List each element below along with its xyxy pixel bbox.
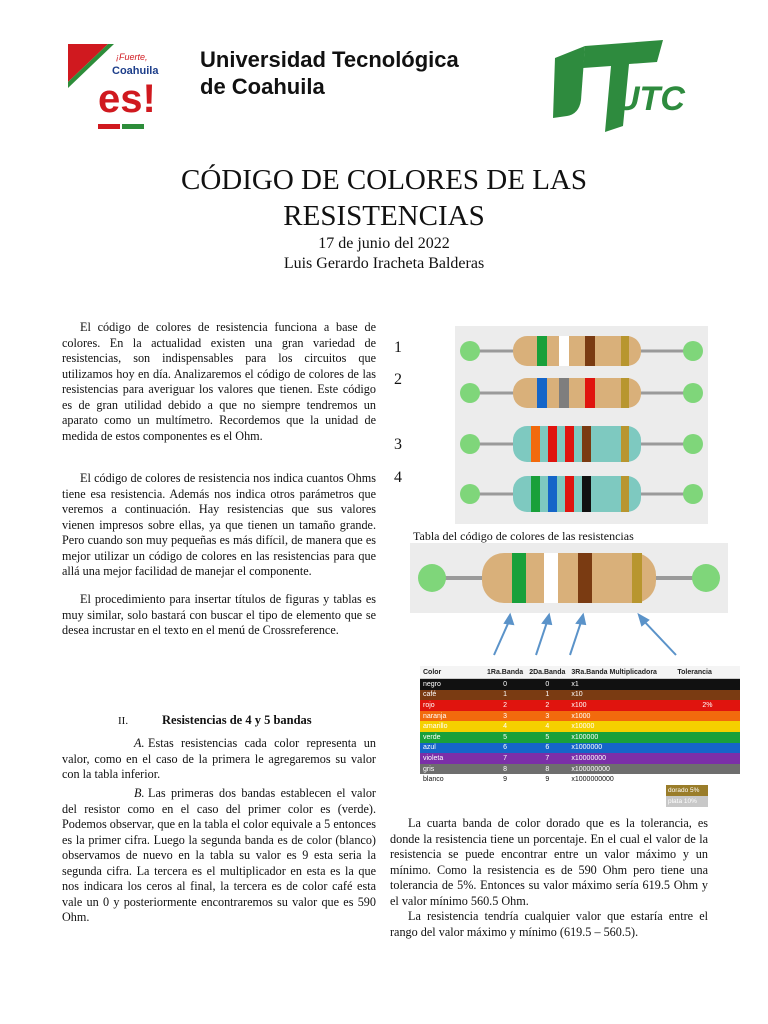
color-name-cell: amarillo [423, 723, 448, 731]
color-name-cell: gris [423, 765, 435, 773]
band-1-cell: 9 [503, 776, 508, 784]
multiplier-cell: x100000 [571, 733, 599, 741]
multiplier-cell: x1 [571, 680, 579, 688]
table-row [420, 732, 740, 743]
color-name-cell: naranja [423, 712, 447, 720]
header-tolerance: Tolerancia [674, 666, 740, 679]
subsection-a-label: A. [134, 736, 145, 750]
table-row [420, 690, 740, 701]
tolerance-cell [674, 711, 740, 722]
band-1-cell: 3 [503, 712, 508, 720]
title-line-2: RESISTENCIAS [283, 200, 485, 232]
header-color: Color [420, 666, 484, 679]
logo-top-text: ¡Fuerte, [116, 52, 148, 62]
color-name-cell: violeta [423, 754, 444, 762]
resistor-2 [460, 378, 703, 408]
explanation-paragraph: El código de colores de resistencia nos indica cuantos Ohms tiene esa resistencia. Además nos indica otros parámetros que veremos a continuación. Hay resistencias que sus valores vienen impresos sobre ellas, ya que tienen un tamaño grande. Pero cuando son muy pequeñas es más difícil, de manera que es mejor utilizar un código de colores en las resistencias para que allá una mejor facilidad de manejar el componente. [62, 471, 376, 578]
band-1-cell: 1 [503, 691, 508, 699]
multiplier-cell: x1000 [571, 712, 591, 720]
figure-number-3: 3 [394, 436, 402, 453]
band-2-cell: 4 [545, 723, 550, 731]
table-row [420, 764, 740, 775]
band-1-cell: 2 [503, 701, 508, 709]
tolerance-extra-item: plata 10% [666, 796, 708, 807]
tolerance-cell: 2% [702, 701, 713, 709]
multiplier-cell: x10000 [571, 723, 595, 731]
multiplier-cell: x10000000 [571, 754, 607, 762]
band-2-cell: 3 [545, 712, 550, 720]
tolerance-cell [674, 690, 740, 701]
resistor-1 [460, 336, 703, 366]
title-line-1: CÓDIGO DE COLORES DE LAS [181, 164, 587, 196]
tolerance-cell [674, 774, 740, 785]
resistor-4 [460, 476, 703, 512]
color-name-cell: negro [423, 680, 441, 688]
logo-mid-text: Coahuila [112, 65, 159, 77]
table-row [420, 700, 740, 711]
band-2-cell: 8 [545, 765, 550, 773]
band-2-cell: 5 [545, 733, 550, 741]
table-row [420, 721, 740, 732]
tolerance-cell [674, 753, 740, 764]
subsection-b [62, 786, 376, 926]
range-paragraph: La resistencia tendría cualquier valor que estaría entre el rango del valor máximo y mínimo (619.5 – 560.5). [390, 909, 708, 939]
multiplier-cell: x100000000 [571, 765, 610, 773]
subsection-a-text: Estas resistencias cada color representa un valor, como en el caso de la primera le agregaremos su valor con la tabla inferior. [62, 736, 376, 781]
header-band-1: 1Ra.Banda [484, 666, 526, 679]
document-author: Luis Gerardo Iracheta Balderas [283, 255, 485, 272]
subsection-b-text: Las primeras dos bandas establecen el valor del resistor como en el caso del primer color es (verde). Podemos observar, que en la tabla el color equivale a 5 entonces es la primer cifra. Luego la segunda banda es de color (blanco) observamos de nuevo en la tabla su valor es 9 esta seria la segunda cifra. La tercera es el multiplicador en esta es la que nos indicara los ceros al final, la tercera es de color café esta vale un 0 y posteriormente encontraremos su valor que es 590 Ohm. [62, 786, 376, 924]
document-title [100, 162, 668, 234]
tolerance-cell [674, 721, 740, 732]
color-name-cell: azul [423, 744, 436, 752]
band-1-cell: 8 [503, 765, 508, 773]
table-row [420, 774, 740, 785]
multiplier-cell: x10 [571, 691, 583, 699]
band-1-cell: 5 [503, 733, 508, 741]
logo-big-text: es! [98, 77, 156, 121]
figure-number-2: 2 [394, 371, 402, 388]
band-2-cell: 6 [545, 744, 550, 752]
color-name-cell: rojo [423, 701, 435, 709]
university-line-1: Universidad Tecnológica [200, 47, 459, 72]
band-2-cell: 7 [545, 754, 550, 762]
band-1-cell: 0 [503, 680, 508, 688]
band-1-cell: 4 [503, 723, 508, 731]
band-2-cell: 1 [545, 691, 550, 699]
band-1-cell: 6 [503, 744, 508, 752]
band-2-cell: 2 [545, 701, 550, 709]
multiplier-cell: x1000000000 [571, 776, 614, 784]
resistor-3 [460, 426, 703, 462]
section-number: II. [118, 715, 129, 727]
color-name-cell: blanco [423, 776, 444, 784]
color-name-cell: verde [423, 733, 441, 741]
tolerance-cell [674, 743, 740, 754]
band-2-cell: 0 [545, 680, 550, 688]
color-code-table [420, 666, 740, 807]
band-1-cell: 7 [503, 754, 508, 762]
figure-caption: Tabla del código de colores de las resistencias [413, 529, 634, 543]
university-name [200, 46, 530, 100]
utc-logo [545, 40, 685, 136]
procedure-paragraph: El procedimiento para insertar títulos de figuras y tablas es muy similar, solo bastará con buscar el tipo de elemento que se desea incrustar en el texto en el menú de Crossreference. [62, 592, 376, 637]
tolerance-cell [674, 764, 740, 775]
table-row [420, 679, 740, 690]
figure-number-4: 4 [394, 469, 402, 486]
band-2-cell: 9 [545, 776, 550, 784]
section-title: Resistencias de 4 y 5 bandas [162, 713, 312, 727]
tolerance-extra [666, 785, 740, 807]
intro-paragraph: El código de colores de resistencia funciona a base de colores. En la actualidad existen una gran variedad de resistencias, son indispensables para los circuitos que utilizamos hoy en día. Analizaremos el código de colores de las resistencias para averiguar los valores que tienen. Este código es de gran utilidad debido a que no siempre tendremos un aparato como un multímetro. Recordemos que la unidad de medida de estos componentes es el Ohm. [62, 320, 376, 443]
tolerance-extra-item: dorado 5% [666, 785, 708, 796]
table-row [420, 753, 740, 764]
multiplier-cell: x100 [571, 701, 587, 709]
subsection-b-label: B. [134, 786, 145, 800]
coahuila-logo [68, 44, 186, 136]
tolerance-cell [674, 732, 740, 743]
figure-number-1: 1 [394, 339, 402, 356]
table-header-row [420, 666, 740, 679]
section-heading [118, 713, 312, 728]
example-resistor-figure [410, 543, 728, 661]
subsection-a [62, 736, 376, 783]
header-multiplier: 3Ra.Banda Multiplicadora [568, 666, 674, 679]
tolerance-paragraph: La cuarta banda de color dorado que es la tolerancia, es donde la resistencia tiene un porcentaje. En el cual el valor de la resistencia se puede encontrar entre un valor máximo y un mínimo. Como la resistencia es de 590 Ohm pero tiene una tolerancia de 5%. Entonces su valor máximo sería 619.5 Ohm y el valor mínimo 560.5 Ohm. [390, 816, 708, 908]
tolerance-cell [674, 679, 740, 690]
multiplier-cell: x1000000 [571, 744, 603, 752]
table-row [420, 743, 740, 754]
utc-logo-text: UTC [615, 80, 685, 118]
color-table [420, 666, 740, 785]
table-row [420, 711, 740, 722]
color-name-cell: café [423, 691, 437, 699]
document-date: 17 de junio del 2022 [318, 235, 450, 252]
resistors-figure [455, 326, 708, 524]
header-band-2: 2Da.Banda [526, 666, 568, 679]
university-line-2: de Coahuila [200, 74, 325, 99]
